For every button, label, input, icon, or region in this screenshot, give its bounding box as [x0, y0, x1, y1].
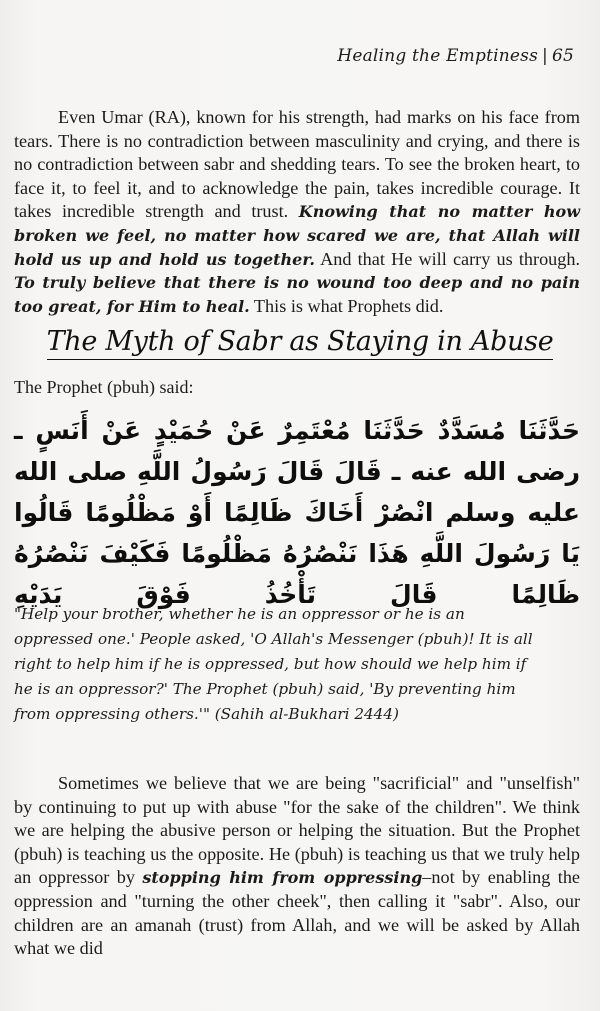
running-head: [337, 46, 574, 66]
paragraph-text: Even Umar (RA), known for his strength, had marks on his face from tears. There is no contradiction between masculinity and crying, and there is no contradiction between sabr and shedding tears. To see the broken heart, to face it, to feel it, and to acknowledge the pain, takes incredible courage. It takes incredible strength and trust.: [14, 107, 580, 222]
paragraph-text: This is what Prophets did.: [249, 295, 444, 316]
paragraph-umar: [14, 106, 580, 318]
arabic-hadith: حَدَّثَنَا مُسَدَّدٌ حَدَّثَنَا مُعْتَمِرٌ عَنْ حُمَيْدٍ عَنْ أَنَسٍ ـ رضى الله عنه ـ قَالَ قَالَ رَسُولُ اللَّهِ صلى الله عليه وسلم انْصُرْ أَخَاكَ ظَالِمًا أَوْ مَظْلُومًا قَالُوا يَا رَسُولَ اللَّهِ هَذَا نَنْصُرُهُ مَظْلُومًا فَكَيْفَ نَنْصُرُهُ ظَالِمًا قَالَ تَأْخُذُ فَوْقَ يَدَيْهِ: [14, 416, 580, 609]
hadith-translation-quote: "Help your brother, whether he is an oppressor or he is an oppressed one.' People asked, 'O Allah's Messenger (pbuh)! It is all right to help him if he is oppressed, but how should we help him if he is an oppressor?' The Prophet (pbuh) said, 'By preventing him from oppressing others.'" (Sahih al-Bukhari 2444): [14, 605, 533, 723]
section-heading-text: The Myth of Sabr as Staying in Abuse: [47, 326, 554, 360]
emphasis-text: To truly believe that there is no wound too deep and no pain too great, for Him to heal.: [14, 273, 580, 316]
hadith-intro: The Prophet (pbuh) said:: [14, 377, 194, 397]
paragraph-text: Sometimes we believe that we are being "sacrificial" and "unselfish" by continuing to put up with abuse "for the sake of the children". We think we are helping the abusive person or helping the situation. But the Prophet (pbuh) is teaching us the opposite. He (pbuh) is teaching us that we truly help an oppressor by: [14, 773, 580, 888]
running-head-separator: |: [542, 46, 548, 66]
page-number: 65: [551, 46, 574, 66]
paragraph-text: And that He will carry us through.: [314, 248, 581, 269]
paragraph-text: –not by enabling the oppression and "turning the other cheek", then calling it "sabr". Also, our children are an amanah (trust) from Allah, and we will be asked by Allah what we did: [14, 867, 580, 959]
paragraph-sacrificial: [14, 772, 580, 961]
section-heading: [0, 326, 600, 357]
emphasis-text: stopping him from oppressing: [142, 868, 423, 888]
emphasis-text: Knowing that no matter how broken we feel, no matter how scared we are, that Allah will hold us up and hold us together.: [14, 202, 580, 269]
running-head-title: Healing the Emptiness: [337, 46, 539, 66]
